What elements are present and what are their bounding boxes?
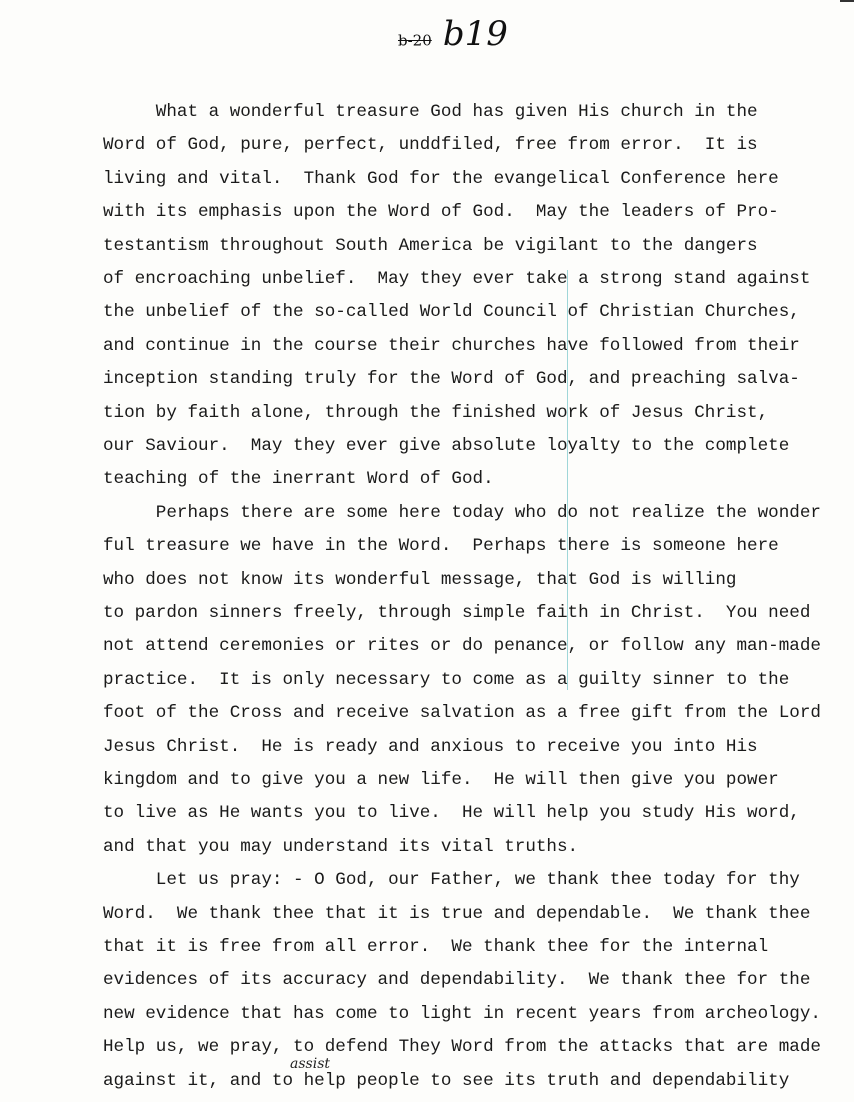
text-line: the unbelief of the so-called World Council of Christian Churches, (103, 302, 800, 323)
text-line: kingdom and to give you a new life. He will then give you power (103, 770, 779, 790)
text-line: not attend ceremonies or rites or do penance, or follow any man-made (103, 636, 821, 657)
text-line: Word of God, pure, perfect, unddfiled, free from error. It is (103, 135, 758, 156)
scan-artifact-line (567, 270, 568, 690)
text-line: of encroaching unbelief. May they ever take a strong stand against (103, 269, 811, 289)
text-line: living and vital. Thank God for the evangelical Conference here (103, 168, 779, 189)
text-line: inception standing truly for the Word of God, and preaching salva- (103, 369, 800, 390)
text-line: our Saviour. May they ever give absolute loyalty to the complete (103, 436, 790, 456)
struck-page-number: b-20 (398, 31, 432, 50)
text-line: Jesus Christ. He is ready and anxious to receive you into His (103, 736, 758, 757)
text-line: who does not know its wonderful message, that God is willing (103, 569, 737, 590)
text-line: to pardon sinners freely, through simple faith in Christ. You need (103, 603, 811, 623)
handwritten-insertion: assist (290, 1056, 331, 1072)
handwritten-page-number: b19 (442, 14, 508, 54)
text-line: teaching of the inerrant Word of God. (103, 469, 494, 490)
text-line: Perhaps there are some here today who do not realize the wonder (103, 502, 821, 523)
page-number (398, 14, 508, 54)
text-line: tion by faith alone, through the finished work of Jesus Christ, (103, 402, 769, 423)
text-line: Let us pray: - O God, our Father, we thank thee today for thy (103, 870, 800, 891)
text-line: What a wonderful treasure God has given His church in the (103, 102, 758, 122)
text-line: practice. It is only necessary to come as a guilty sinner to the (103, 669, 790, 690)
text-line: to live as He wants you to live. He will help you study His word, (103, 803, 800, 824)
text-line: testantism throughout South America be vigilant to the dangers (103, 235, 758, 256)
text-line: foot of the Cross and receive salvation as a free gift from the Lord (103, 703, 821, 724)
page-corner-mark (840, 0, 854, 14)
text-line: and that you may understand its vital truths. (103, 836, 579, 857)
text-line: and continue in the course their churches have followed from their (103, 335, 800, 356)
text-line: Word. We thank thee that it is true and dependable. We thank thee (103, 903, 811, 924)
text-line: with its emphasis upon the Word of God. May the leaders of Pro- (103, 202, 779, 223)
text-line: that it is free from all error. We thank thee for the internal (103, 937, 769, 957)
text-line: ful treasure we have in the Word. Perhaps there is someone here (103, 536, 779, 557)
text-line: against it, and to help people to see its truth and dependability (103, 1070, 790, 1091)
text-line: Help us, we pray, to defend They Word from the attacks that are made (103, 1037, 821, 1058)
text-line: new evidence that has come to light in recent years from archeology. (103, 1003, 821, 1024)
text-line: evidences of its accuracy and dependability. We thank thee for the (103, 970, 811, 991)
